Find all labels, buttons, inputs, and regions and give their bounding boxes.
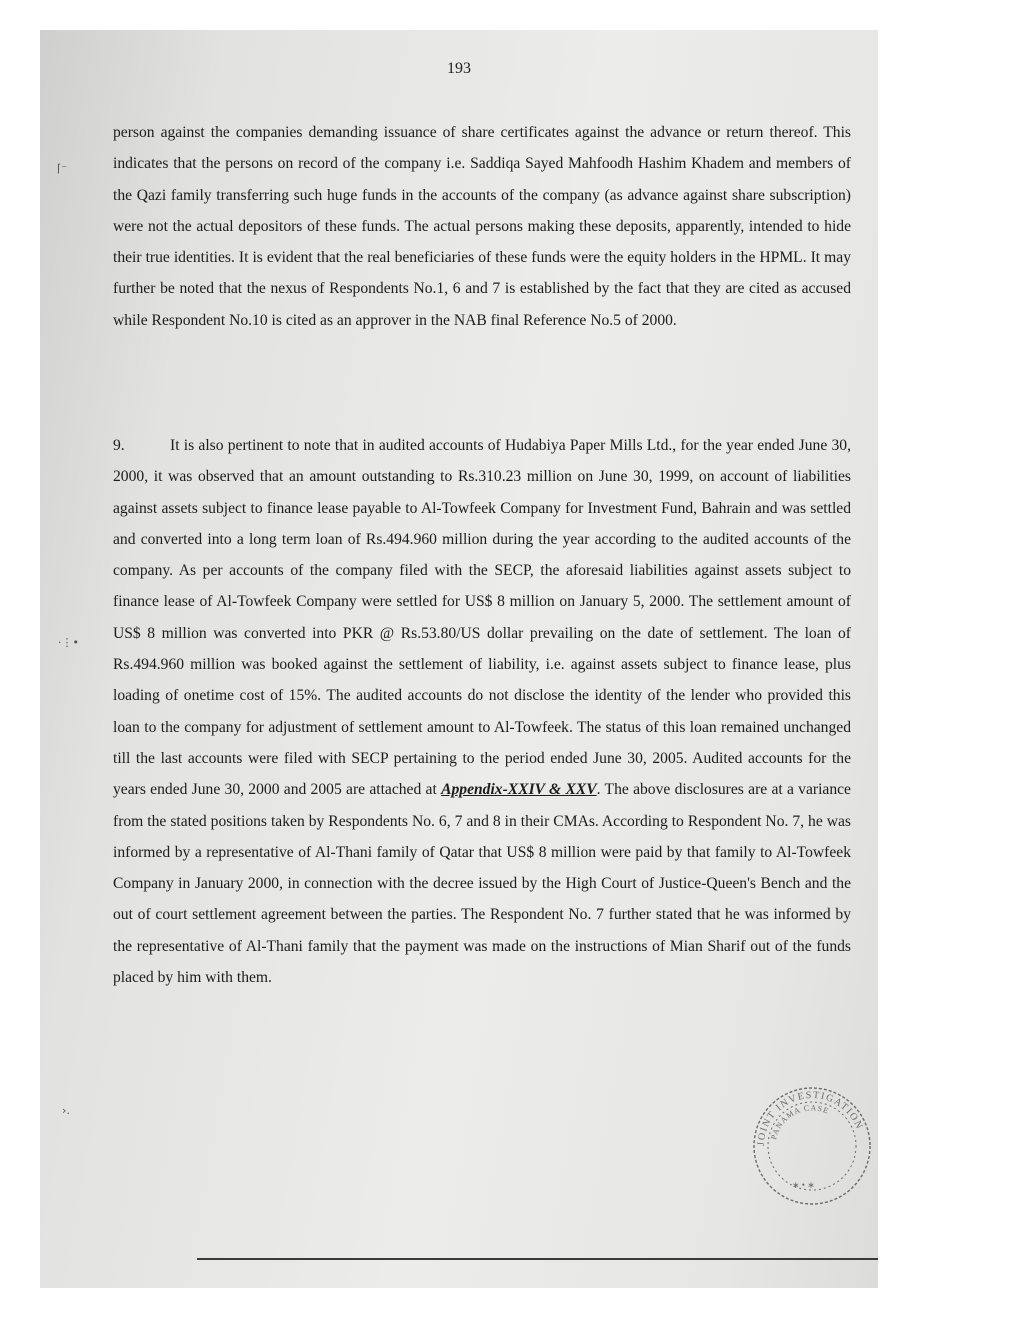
paragraph-9 — [113, 430, 851, 993]
paragraph-continuation — [113, 117, 851, 336]
jit-stamp-seal — [746, 1076, 878, 1208]
paragraph-text: . The above disclosures are at a variance from the stated positions taken by Respondents No. 6, 7 and 8 in their CMAs. According to Respondent No. 7, he was informed by a representative of Al-Thani family of Qatar that US$ 8 million were paid by that family to Al-Towfeek Company in January 2000, in connection with the decree issued by the High Court of Justice-Queen's Bench and the out of court settlement agreement between the parties. The Respondent No. 7 further stated that he was informed by the representative of Al-Thani family that the payment was made on the instructions of Mian Sharif out of the funds placed by him with them. — [113, 781, 851, 987]
footer-rule — [197, 1258, 878, 1260]
margin-mark: ⌈⁻ — [57, 162, 68, 175]
paragraph-number: 9. — [113, 437, 125, 454]
page-number: 193 — [447, 60, 471, 77]
appendix-reference: Appendix-XXIV & XXV — [441, 781, 597, 799]
stamp-mark: ∗ • ∗ — [792, 1180, 815, 1190]
stamp-top-text: JOINT INVESTIGATION — [755, 1089, 865, 1147]
stamp-middle-text: PANAMA CASE — [769, 1103, 831, 1141]
scanned-page — [40, 30, 878, 1288]
margin-mark: ›․ — [62, 1104, 71, 1117]
paragraph-text: person against the companies demanding issuance of share certificates against the advance or return thereof. This indicates that the persons on record of the company i.e. Saddiqa Sayed Mahfoodh Hashim Khadem and members of the Qazi family transferring such huge funds in the accounts of the company (as advance against share subscription) were not the actual depositors of these funds. The actual persons making these deposits, apparently, intended to hide their true identities. It is evident that the real beneficiaries of these funds were the equity holders in the HPML. It may further be noted that the nexus of Respondents No.1, 6 and 7 is established by the fact that they are cited as accused while Respondent No.10 is cited as an approver in the NAB final Reference No.5 of 2000. — [113, 124, 851, 329]
paragraph-text: It is also pertinent to note that in audited accounts of Hudabiya Paper Mills Ltd., for the year ended June 30, 2000, it was observed that an amount outstanding to Rs.310.23 million on June 30, 1999, on account of liabilities against assets subject to finance lease payable to Al-Towfeek Company for Investment Fund, Bahrain and was settled and converted into a long term loan of Rs.494.960 million during the year according to the audited accounts of the company. As per accounts of the company filed with the SECP, the aforesaid liabilities against assets subject to finance lease of Al-Towfeek Company were settled for US$ 8 million on January 5, 2000. The settlement amount of US$ 8 million was converted into PKR @ Rs.53.80/US dollar prevailing on the date of settlement. The loan of Rs.494.960 million was booked against the settlement of liability, i.e. against assets subject to finance lease, plus loading of onetime cost of 15%. The audited accounts do not disclose the identity of the lender who provided this loan to the company for adjustment of settlement amount to Al-Towfeek. The status of this loan remained unchanged till the last accounts were filed with SECP pertaining to the period ended June 30, 2005. Audited accounts for the years ended June 30, 2000 and 2005 are attached at — [113, 437, 851, 799]
margin-mark: ·⋮• — [58, 636, 79, 649]
